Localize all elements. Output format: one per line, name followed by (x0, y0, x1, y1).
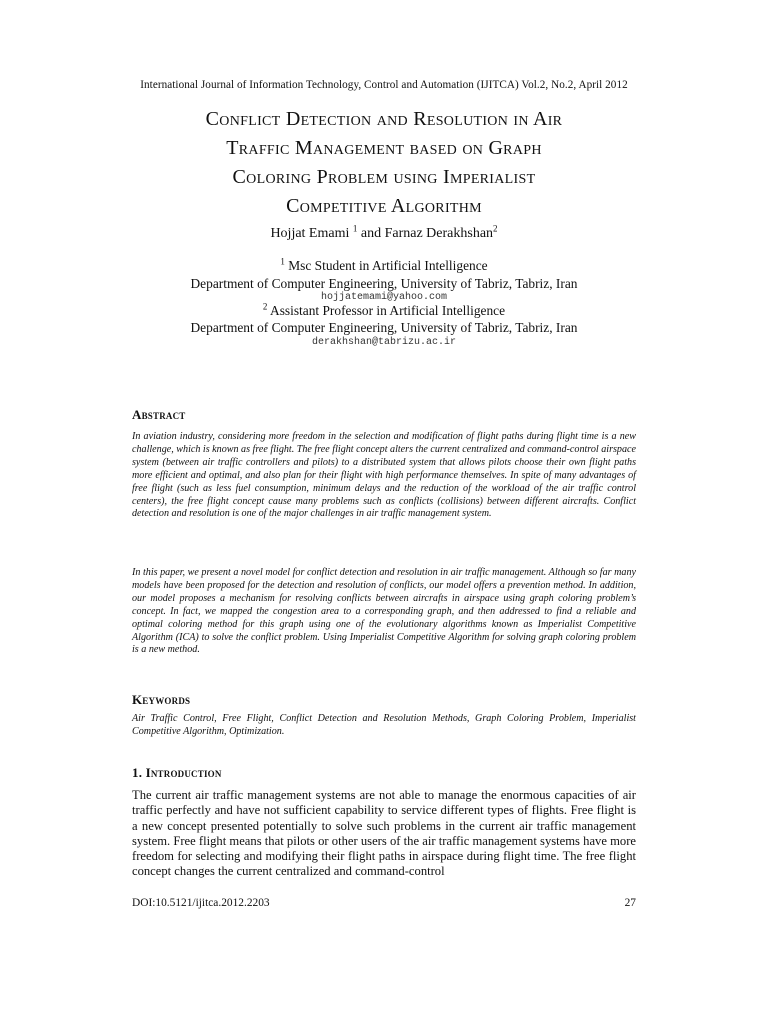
author-conjunction: and (360, 226, 382, 241)
title-line: Traffic Management based on Graph (226, 137, 542, 159)
title-line: Conflict Detection and Resolution in Air (205, 108, 563, 130)
abstract-paragraph: In this paper, we present a novel model for conflict detection and resolution in air traffic management. Although so far many models have been proposed for the detection and resolution of conflicts, our model offers a prevention method. In addition, our model proposes a mechanism for resolving conflicts between aircrafts in airspace using graph coloring problem’s concept. In fact, we mapped the congestion area to a corresponding graph, and then addressed to find a reliable and optimal coloring method for this graph using one of the evolutionary algorithms known as Imperialist Competitive Algorithm (ICA) to solve the conflict problem. Using Imperialist Competitive Algorithm for solving graph coloring problem is a new method. (132, 567, 636, 656)
page-number: 27 (624, 897, 636, 909)
affiliation-department: Department of Computer Engineering, University of Tabriz, Tabriz, Iran (190, 276, 578, 291)
author-name: Farnaz Derakhshan (384, 226, 494, 241)
paper-title (100, 105, 668, 221)
title-line: Coloring Problem using Imperialist (232, 166, 536, 188)
author-superscript: 2 (493, 223, 498, 234)
author-line (0, 223, 768, 242)
keywords-heading: Keywords (132, 692, 191, 707)
keywords-text: Air Traffic Control, Free Flight, Conflict Detection and Resolution Methods, Graph Coloring Problem, Imperialist Competitive Algorithm, Optimization. (132, 713, 636, 737)
affiliation-role: $^1$ Msc Student in Artificial Intelligence (280, 256, 488, 273)
affiliation-superscript: 2 (262, 301, 268, 312)
doi-footer: DOI:10.5121/ijitca.2012.2203 (132, 897, 270, 909)
journal-header: International Journal of Information Technology, Control and Automation (IJITCA) Vol.2, No.2, April 2012 (140, 79, 628, 91)
affiliation-department: Department of Computer Engineering, University of Tabriz, Tabriz, Iran (190, 320, 578, 335)
introduction-heading: 1. Introduction (132, 765, 222, 780)
author-name: Hojjat Emami (270, 226, 350, 241)
author-email: hojjatemami@yahoo.com (320, 292, 448, 303)
title-line: Competitive Algorithm (286, 195, 482, 217)
author-superscript: 1 (352, 223, 358, 234)
affiliation-role: $^2$ Assistant Professor in Artificial Intelligence (262, 301, 506, 318)
introduction-paragraph: The current air traffic management systems are not able to manage the enormous capacities of air traffic perfectly and have not sufficient capability to service different types of flights. Free flight is a new concept presented potentially to solve such problems in the current air traffic management system. Free flight means that pilots or other users of the air traffic management systems have more freedom for selecting and modifying their flight paths in airspace during flight time. The free flight concept changes the current centralized and command-control (132, 788, 636, 879)
author-email: derakhshan@tabrizu.ac.ir (311, 337, 457, 348)
abstract-paragraph: In aviation industry, considering more freedom in the selection and modification of flight paths during flight time is a new challenge, which is known as free flight. The free flight concept alters the current centralized and command-control airspace system (between air traffic controllers and pilots) to a distributed system that allows pilots choose their own flight paths more efficient and optimal, and also plan for their flight with high performance themselves. In spite of many advantages of free flight (such as less fuel consumption, minimum delays and the reduction of the workload of the air traffic control centers), the free flight concept cause many problems such as conflicts (collisions) between different aircrafts. Conflict detection and resolution is one of the major challenges in air traffic management system. (132, 431, 636, 520)
abstract-heading: Abstract (132, 407, 186, 422)
affiliation-superscript: 1 (280, 256, 285, 267)
